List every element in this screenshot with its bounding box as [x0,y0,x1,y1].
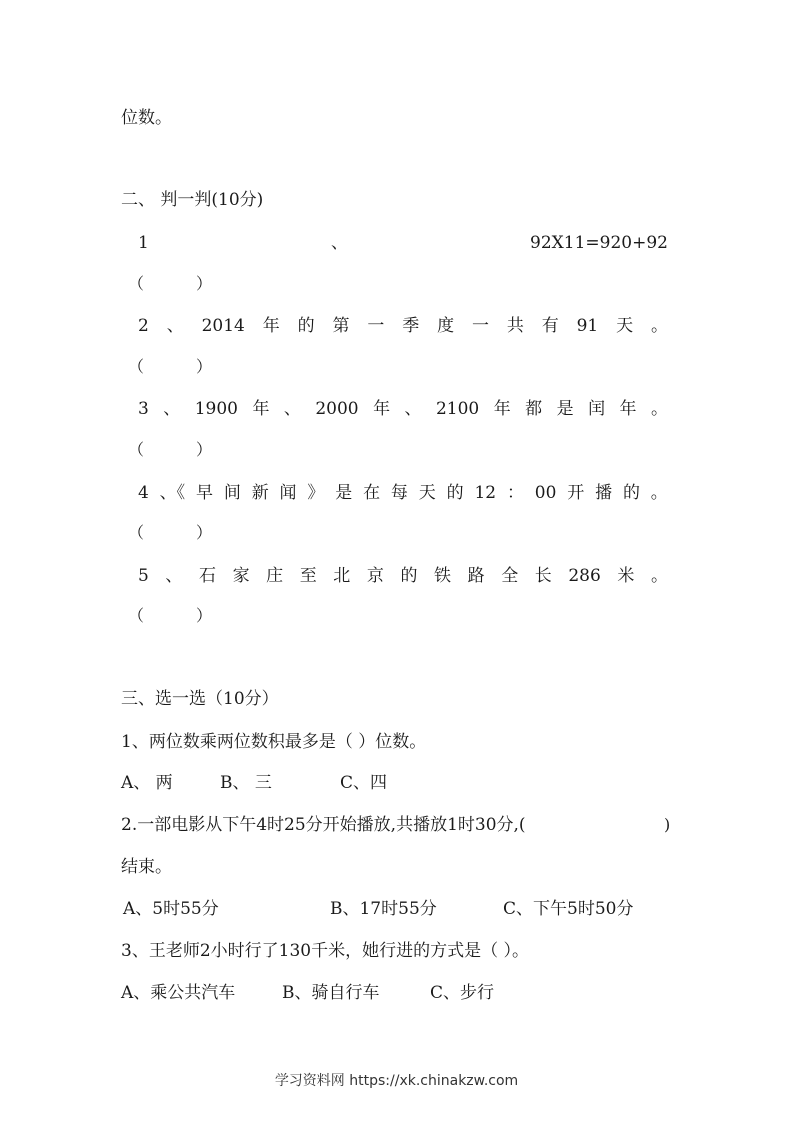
judge-token: 2000 [315,399,359,419]
judge-token: 年 [619,399,637,419]
judge-token: 12 [474,483,497,503]
continued-text: 位数。 [121,108,172,128]
q3-option-a: A、乘公共汽车 [121,983,236,1003]
judge-token: 在 [363,483,381,503]
judge-token: 全 [501,566,519,586]
judge-token: 2100 [435,399,480,419]
judge-token: 间 [223,483,241,503]
answer-paren-4 [128,522,212,544]
judge-token: 286 [568,566,601,586]
judge-token: 91 [576,316,599,336]
paren-close: ） [195,274,212,293]
judge-token: 共 [506,316,524,336]
judge-token: 、 [166,316,184,336]
judge-token: 。 [650,566,668,586]
judge-token: 是 [556,399,574,419]
choice-question-1: 1、两位数乘两位数积最多是（ ）位数。 [121,732,427,752]
q2-paren-close: ) [664,815,671,834]
judge-token: 。 [650,399,668,419]
judge-token: 播 [595,483,613,503]
judge-token: 路 [467,566,485,586]
judge-token: 、《 [159,483,186,503]
judge-item-5 [138,565,668,587]
judge-token: 北 [333,566,351,586]
judge-token: 米 [617,566,635,586]
judge-item-3 [138,398,668,420]
judge-token: 00 [534,483,557,503]
judge-token: 一 [471,316,489,336]
judge-token: 、 [330,233,348,253]
judge-token: 1 [138,233,149,253]
q1-option-a: A、 两 [121,773,173,793]
judge-token: 天 [418,483,436,503]
judge-token: 、 [163,399,181,419]
judge-item-4 [138,482,668,504]
q3-option-c: C、步行 [430,983,495,1003]
q2-option-a: A、5时55分 [123,899,219,919]
answer-paren-3 [128,439,212,461]
judge-token: 长 [534,566,552,586]
judge-token: 早 [196,483,214,503]
judge-token: 的 [622,483,640,503]
answer-paren-2 [128,356,212,378]
judge-token: 新 [251,483,269,503]
q3-option-b: B、骑自行车 [282,983,380,1003]
answer-paren-1 [128,273,212,295]
paren-open: （ [128,523,145,542]
judge-token: ： [506,483,524,503]
judge-token: 。 [650,483,668,503]
judge-token: 石 [198,566,216,586]
choice-question-3: 3、王老师2小时行了130千米，她行进的方式是（ ）。 [121,941,529,961]
judge-token: 2014 [201,316,245,336]
judge-token: 、 [404,399,422,419]
answer-paren-5 [128,605,212,627]
paren-open: （ [128,274,145,293]
paren-close: ） [195,606,212,625]
judge-token: 、 [283,399,301,419]
judge-token: 天 [616,316,634,336]
section-2-heading: 二、 判一判(10分) [121,190,264,210]
judge-token: 至 [299,566,317,586]
judge-token: 5 [138,566,149,586]
choice-question-2-continued: 结束。 [121,857,172,877]
judge-token: 京 [366,566,384,586]
judge-token: 。 [650,316,668,336]
judge-token: 开 [567,483,585,503]
judge-token: 年 [373,399,391,419]
judge-token: 是 [335,483,353,503]
judge-token: 季 [402,316,420,336]
judge-token: 1900 [194,399,238,419]
q2-option-c: C、下午5时50分 [503,899,634,919]
choice-question-2: 2.一部电影从下午4时25分开始播放,共播放1时30分,( [121,815,526,835]
q1-option-c: C、四 [340,773,388,793]
section-3-heading: 三、选一选（10分） [121,689,279,709]
judge-token: 闰 [588,399,606,419]
paren-open: （ [128,357,145,376]
judge-token: 、 [165,566,183,586]
judge-token: 年 [262,316,280,336]
judge-token: 度 [437,316,455,336]
paren-close: ） [195,440,212,459]
judge-item-1 [138,232,668,254]
judge-token: 的 [446,483,464,503]
paren-close: ） [195,357,212,376]
q2-option-b: B、17时55分 [330,899,437,919]
page-footer: 学习资料网 https://xk.chinakzw.com [274,1073,519,1089]
q1-option-b: B、 三 [220,773,272,793]
judge-token: 铁 [434,566,452,586]
judge-token: 》 [307,483,325,503]
judge-token: 3 [138,399,149,419]
judge-token: 每 [390,483,408,503]
judge-token: 92X11=920+92 [530,233,668,253]
judge-token: 2 [138,316,149,336]
judge-token: 4 [138,483,149,503]
judge-token: 都 [525,399,543,419]
judge-token: 家 [232,566,250,586]
judge-token: 一 [367,316,385,336]
judge-token: 的 [400,566,418,586]
paren-open: （ [128,440,145,459]
judge-token: 年 [252,399,270,419]
paren-open: （ [128,606,145,625]
judge-token: 闻 [279,483,297,503]
paren-close: ） [195,523,212,542]
judge-token: 庄 [266,566,284,586]
judge-token: 年 [493,399,511,419]
judge-token: 第 [332,316,350,336]
judge-item-2 [138,315,668,337]
judge-token: 的 [297,316,315,336]
judge-token: 有 [541,316,559,336]
